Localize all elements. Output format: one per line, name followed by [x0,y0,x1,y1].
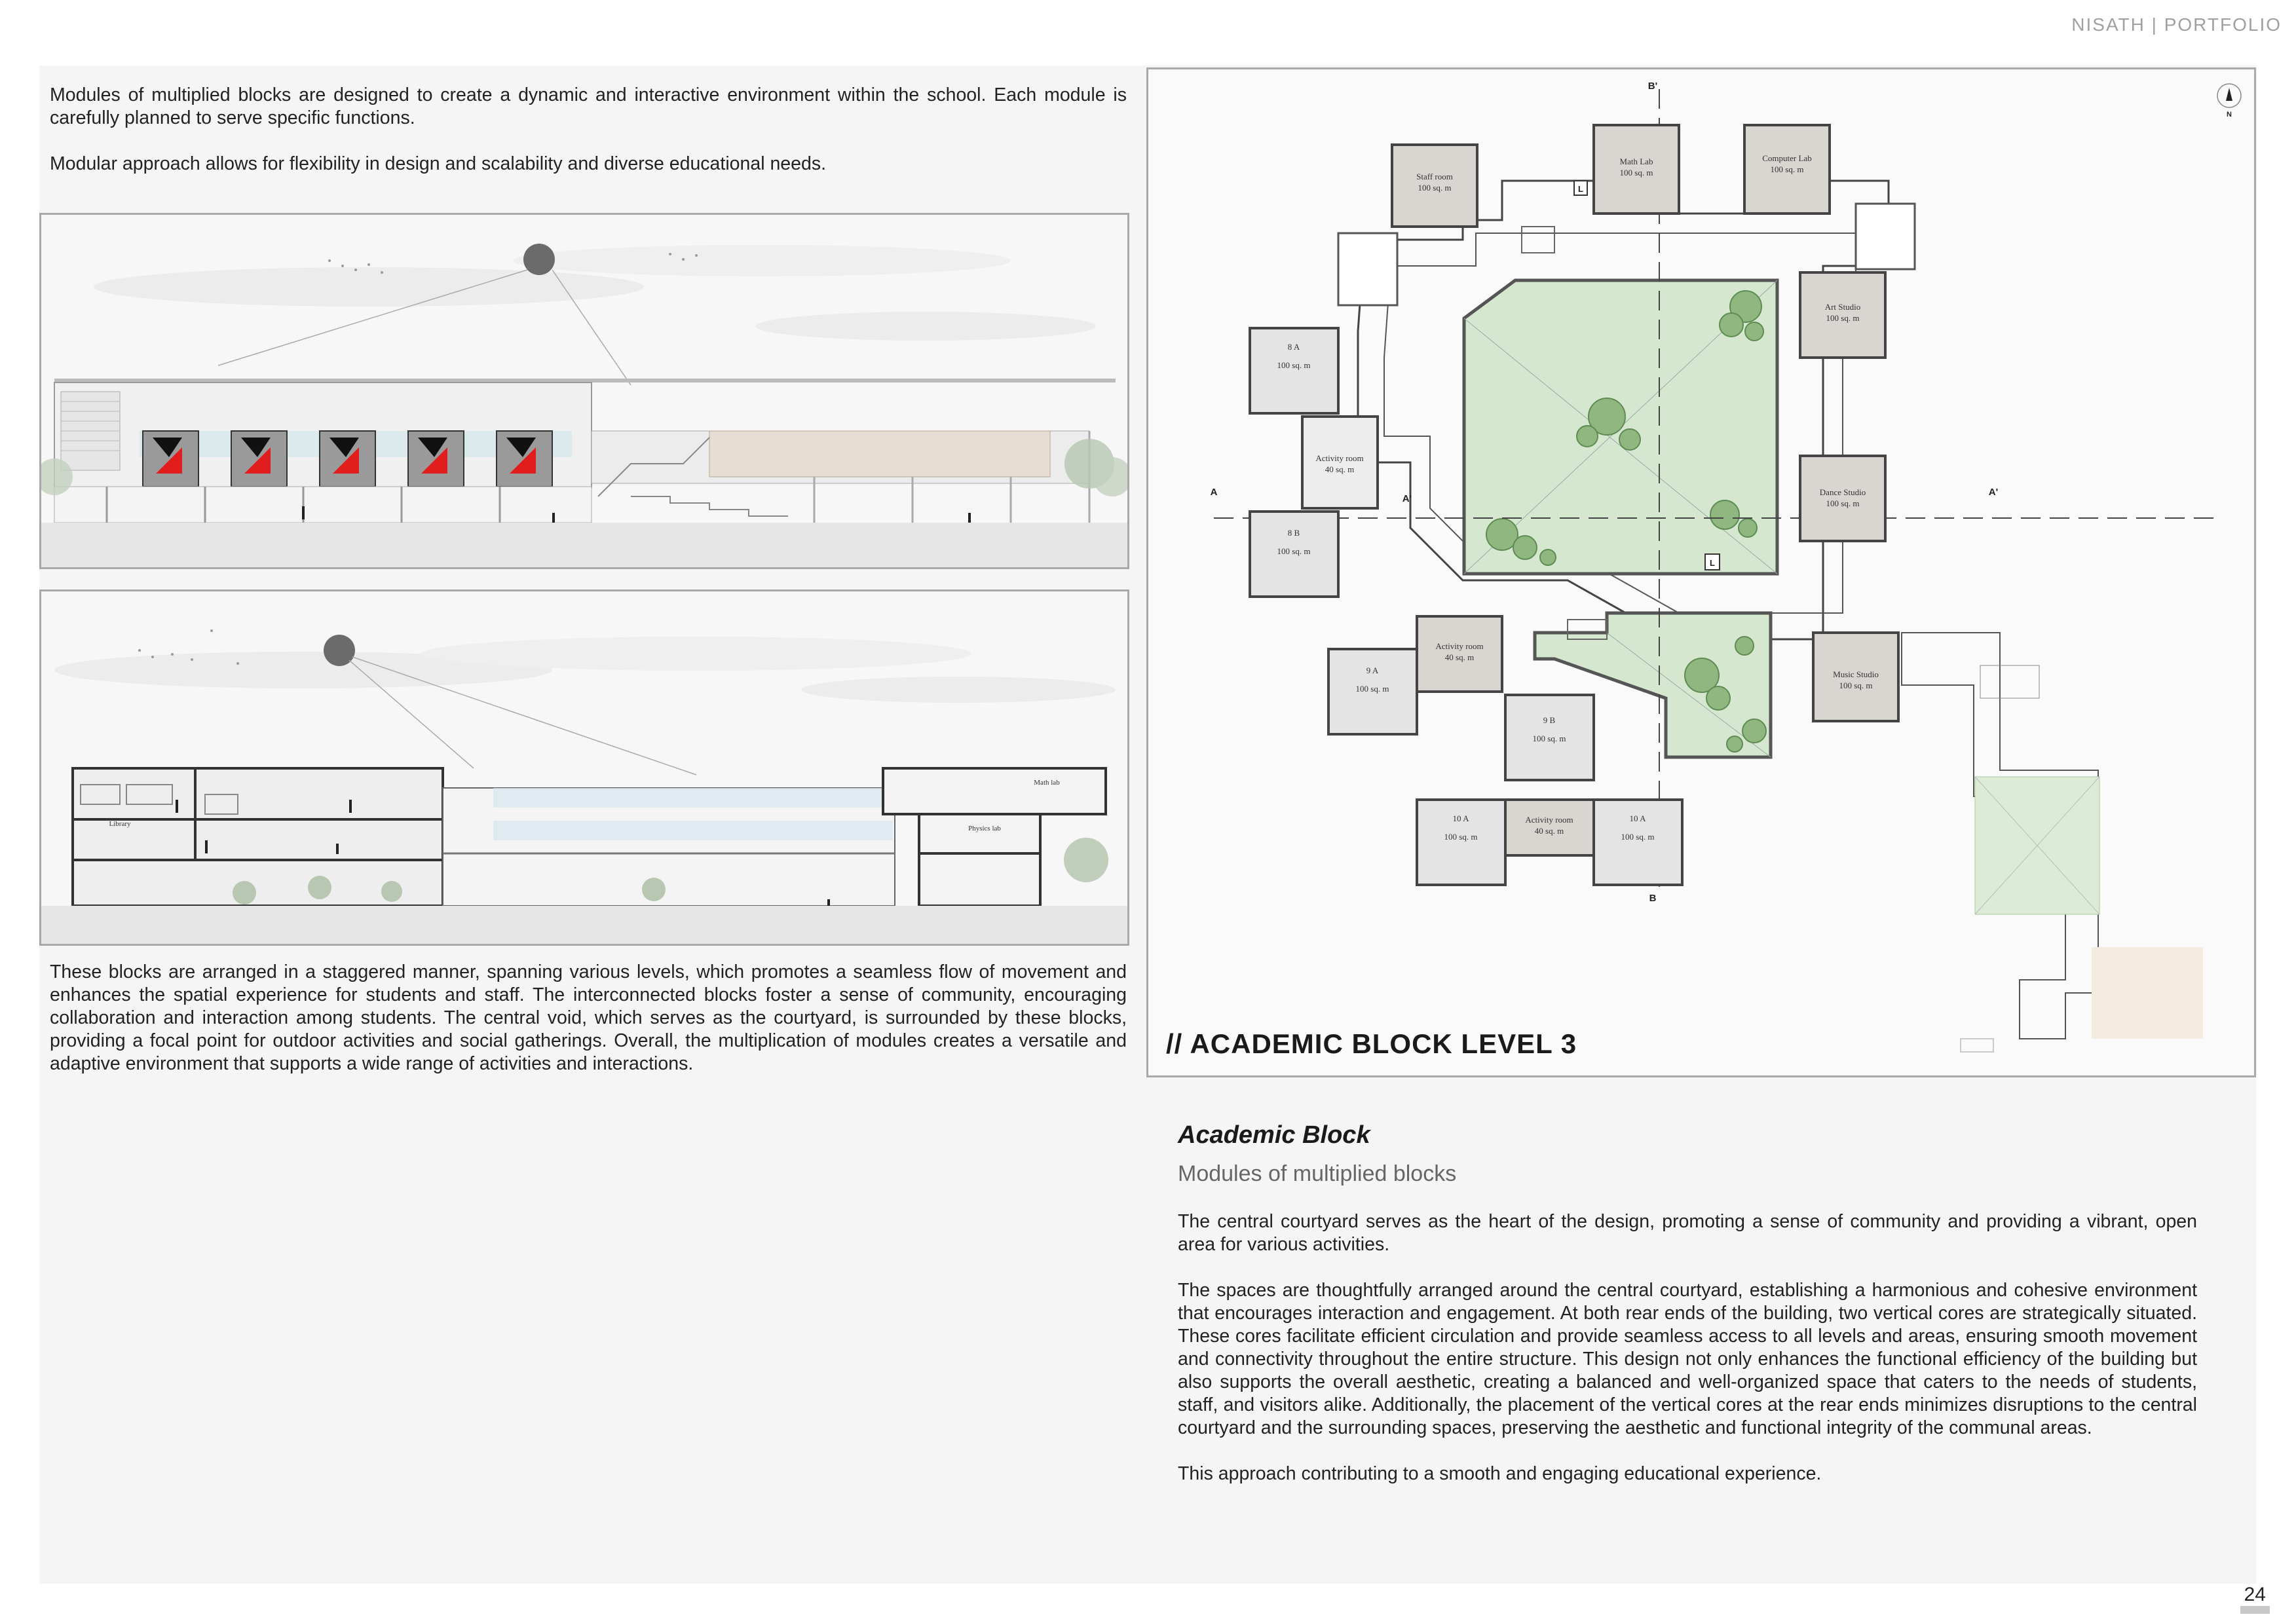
room-activity-1-area: 40 sq. m [1325,464,1355,474]
classroom-10a-left-label: 10 A [1452,813,1469,823]
room-activity-2-name: Activity room [1435,641,1484,651]
room-activity-2-area: 40 sq. m [1444,652,1475,662]
classroom-9b [1505,695,1594,780]
classroom-10a-left-area: 100 sq. m [1444,832,1478,842]
academic-block-subtitle: Modules of multiplied blocks [1178,1161,1457,1186]
room-activity-1-name: Activity room [1315,453,1364,463]
room-music-area: 100 sq. m [1839,681,1873,690]
room-dance-studio [1800,456,1885,541]
room-activity-2 [1417,616,1502,692]
stagger-text: These blocks are arranged in a staggered manner, spanning various levels, which promotes a seamless flow of movement and enhances the spatial experience for students and staff. The interconnected blocks foster a sense of community, encouraging collaboration and interaction among students. The central void, which serves as the courtyard, is surrounded by these blocks, providing a focal point for outdoor activities and social gatherings. Overall, the multiplication of modules creates a versatile and adaptive environment that supports a wide range of activities and interactions. [50,961,1127,1074]
room-staff [1392,145,1477,227]
classroom-10a-left [1417,800,1505,885]
academic-text [1178,1210,2197,1508]
classroom-8a-label: 8 A [1287,342,1300,352]
academic-paragraph-1: The central courtyard serves as the heart of the design, promoting a sense of community and providing a vibrant, open area for various activities. [1178,1211,2197,1255]
section-label-library: Library [109,820,131,828]
room-computer-name: Computer Lab [1762,153,1812,163]
axis-a-prime-label-left: A' [1402,493,1412,504]
north-label: N [2227,111,2232,119]
room-music-name: Music Studio [1833,669,1879,679]
elevation-drawing [39,213,1129,569]
axis-a-prime-label-right: A' [1988,487,1999,498]
classroom-9b-label: 9 B [1543,715,1556,725]
classroom-10a-right-area: 100 sq. m [1621,832,1655,842]
classroom-8a [1250,328,1338,413]
room-activity-1 [1302,417,1378,508]
room-music-studio [1813,633,1898,721]
room-art-area: 100 sq. m [1826,313,1860,323]
lift-label-top: L [1578,184,1583,194]
classroom-10a-right [1594,800,1682,885]
axis-a-label: A [1210,487,1218,498]
axis-b-prime-label: B' [1647,81,1658,92]
room-activity-3-area: 40 sq. m [1534,826,1564,836]
room-math-area: 100 sq. m [1619,168,1653,177]
page-number: 24 [2240,1584,2270,1614]
classroom-9a-area: 100 sq. m [1355,684,1389,694]
classroom-8b-area: 100 sq. m [1277,546,1311,556]
academic-block-title: Academic Block [1178,1121,1370,1149]
classroom-9b-area: 100 sq. m [1532,734,1566,743]
room-math-name: Math Lab [1619,157,1653,166]
academic-paragraph-3: This approach contributing to a smooth and engaging educational experience. [1178,1463,1822,1484]
room-computer-lab [1744,125,1830,214]
axis-b-label: B [1649,893,1657,904]
room-art-studio [1800,272,1885,358]
room-math-lab [1594,125,1679,214]
academic-paragraph-2: The spaces are thoughtfully arranged around the central courtyard, establishing a harmonious and cohesive environment that encourages interaction and engagement. At both rear ends of the building, two vertical cores are strategically situated. These cores facilitate efficient circulation and provide seamless access to all levels and areas, ensuring smooth movement and connectivity throughout the entire structure. This design not only enhances the functional efficiency of the building but also supports the overall aesthetic, creating a balanced and well-organized space that caters to the needs of students, staff, and visitors alike. Additionally, the placement of the vertical cores at the rear ends minimizes disruptions to the central courtyard and the surrounding spaces, preserving the aesthetic and functional integrity of the communal areas. [1178,1280,2197,1438]
classroom-8a-area: 100 sq. m [1277,360,1311,370]
room-computer-area: 100 sq. m [1770,164,1804,174]
classroom-8b-label: 8 B [1287,528,1300,538]
room-activity-3-name: Activity room [1525,815,1573,825]
section-label-physics-lab: Physics lab [968,825,1001,832]
room-dance-name: Dance Studio [1819,487,1866,497]
room-staff-name: Staff room [1416,172,1453,181]
floor-plan [1146,67,2256,1077]
classroom-9a-label: 9 A [1366,665,1379,675]
intro-paragraph-1: Modules of multiplied blocks are designed to create a dynamic and interactive environment within the school. Each module is carefully planned to serve specific functions. [50,84,1127,128]
intro-text [50,84,1127,198]
section-label-math-lab: Math lab [1034,779,1060,787]
room-activity-3 [1505,800,1594,855]
section-drawing [39,589,1129,946]
plan-title: // ACADEMIC BLOCK LEVEL 3 [1166,1028,1577,1059]
classroom-10a-right-label: 10 A [1629,813,1646,823]
portfolio-header: NISATH | PORTFOLIO [2071,14,2282,35]
classroom-8b [1250,512,1338,597]
classroom-9a [1328,649,1417,734]
room-dance-area: 100 sq. m [1826,498,1860,508]
lift-label-bottom: L [1710,558,1715,568]
room-staff-area: 100 sq. m [1418,183,1452,193]
intro-paragraph-2: Modular approach allows for flexibility in design and scalability and diverse educational needs. [50,153,827,174]
room-art-name: Art Studio [1824,302,1861,312]
